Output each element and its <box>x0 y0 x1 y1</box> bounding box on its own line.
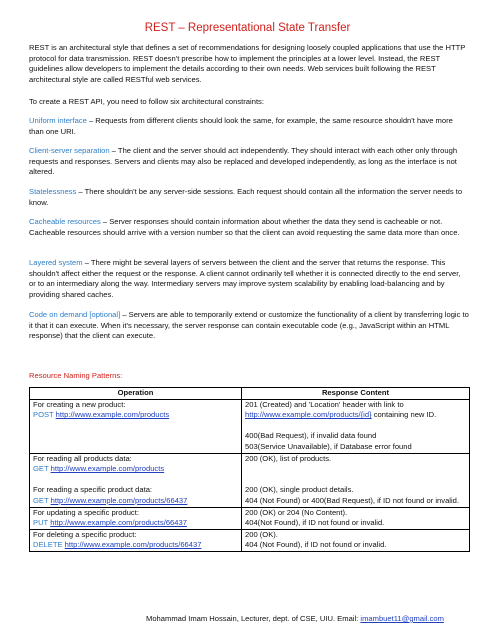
constraint-term: Statelessness <box>29 187 77 196</box>
response-line: 200 (OK), list of products. <box>245 453 332 463</box>
endpoint-link[interactable]: http://www.example.com/products/66437 <box>50 495 188 505</box>
intro-paragraph: REST is an architectural style that defines a set of recommendations for designing loosely coupled applications that use the HTTP protocol for data transmission. REST doesn't prescribe how to implement the principles at a lower level. Instead, the REST guidelines allow developers to implement the details according to their own needs. Web services built following the REST architectural style are called RESTful web services. <box>29 43 466 84</box>
constraint-layered-system <box>29 258 469 300</box>
constraint-text: – There might be several layers of servers between the client and the server that returns the response. This shouldn't affect either the request or the response. A client cannot ordinarily tell whether it is connected directly to the end server, or to an intermediary along the way. Intermediary servers may improve system scalability by enabling load-balancing and by providing shared caches. <box>29 258 461 299</box>
operation-header: Operation <box>30 388 242 400</box>
footer-text: Mohammad Imam Hossain, Lecturer, dept. of CSE, UIU. Email: <box>146 614 361 623</box>
page-title: REST – Representational State Transfer <box>144 22 351 34</box>
constraint-text: – Requests from different clients should look the same, for example, the same resource shouldn't have more than one URI. <box>29 116 453 136</box>
naming-table <box>29 387 470 552</box>
endpoint-link[interactable]: http://www.example.com/products/66437 <box>64 540 202 550</box>
endpoint-link[interactable]: http://www.example.com/products <box>50 464 165 474</box>
operation-cell-read <box>30 453 242 507</box>
constraint-cacheable <box>29 217 469 238</box>
operation-desc: For reading a specific product data: <box>33 485 153 495</box>
response-line: 404(Not Found), if ID not found or invalid. <box>245 518 385 528</box>
endpoint-link[interactable]: http://www.example.com/products <box>55 410 170 420</box>
response-line: 400(Bad Request), if invalid data found <box>245 431 377 441</box>
http-method: POST <box>33 410 54 420</box>
constraint-term: Client-server separation <box>29 146 110 155</box>
constraint-text: – Servers are able to temporarily extend or customize the functionality of a client by transferring logic to it that it can execute. When it's necessary, the server response can contain executable code (e.g., JavaScript within an HTML response) that the client can execute. <box>29 310 469 341</box>
response-cell-update <box>242 507 470 529</box>
footer-email-link[interactable]: imambuet11@gmail.com <box>360 614 444 623</box>
table-row <box>30 399 470 453</box>
constraint-uniform-interface <box>29 116 469 137</box>
constraint-term: Code on demand [optional] <box>29 310 121 319</box>
response-line: 404 (Not Found) or 400(Bad Request), if ID not found or invalid. <box>245 495 460 505</box>
constraint-text: – There shouldn't be any server-side sessions. Each request should contain all the information the server needs to know. <box>29 187 463 207</box>
table-row <box>30 507 470 529</box>
constraint-statelessness <box>29 187 469 208</box>
response-header: Response Content <box>242 388 470 400</box>
constraints-lead: To create a REST API, you need to follow six architectural constraints: <box>29 97 264 106</box>
constraint-code-on-demand <box>29 310 469 342</box>
table-header-row <box>30 388 470 400</box>
operation-desc: For updating a specific product: <box>33 507 139 517</box>
constraint-term: Layered system <box>29 258 83 267</box>
constraint-client-server <box>29 146 469 178</box>
response-line: 503(Service Unavailable), if Database error found <box>245 441 412 451</box>
location-link[interactable]: http://www.example.com/products/{id} <box>245 410 372 420</box>
naming-heading: Resource Naming Patterns: <box>29 371 123 380</box>
response-line: 201 (Created) and 'Location' header with link to <box>245 399 404 409</box>
constraint-term: Cacheable resources <box>29 217 101 226</box>
http-method: GET <box>33 495 49 505</box>
operation-cell-delete <box>30 529 242 551</box>
response-line: 200 (OK). <box>245 529 278 539</box>
operation-cell-create <box>30 399 242 453</box>
constraint-term: Uniform interface <box>29 116 87 125</box>
constraint-text: – Server responses should contain information about whether the data they send is cacheable or not. Cacheable resources should arrive with a version number so that the client can avoid requesting the same data more than once. <box>29 217 460 237</box>
response-cell-create <box>242 399 470 453</box>
page-footer <box>146 614 444 623</box>
response-cell-read <box>242 453 470 507</box>
table-row <box>30 529 470 551</box>
response-line: 200 (OK) or 204 (No Content). <box>245 507 348 517</box>
response-line: 200 (OK), single product details. <box>245 485 354 495</box>
http-method: PUT <box>33 518 49 528</box>
http-method: DELETE <box>33 540 63 550</box>
http-method: GET <box>33 464 49 474</box>
operation-desc: For deleting a specific product: <box>33 529 137 539</box>
constraint-text: – The client and the server should act independently. They should interact with each other only through requests and responses. Servers and clients may also be replaced and developed independently, as long as the interface is not altered. <box>29 146 458 177</box>
response-line: 404 (Not Found), if ID not found or invalid. <box>245 540 387 550</box>
response-line-tail: containing new ID. <box>371 410 437 420</box>
endpoint-link[interactable]: http://www.example.com/products/66437 <box>50 518 187 528</box>
operation-cell-update <box>30 507 242 529</box>
operation-desc: For creating a new product: <box>33 399 126 409</box>
response-cell-delete <box>242 529 470 551</box>
table-row <box>30 453 470 507</box>
operation-desc: For reading all products data: <box>33 453 132 463</box>
